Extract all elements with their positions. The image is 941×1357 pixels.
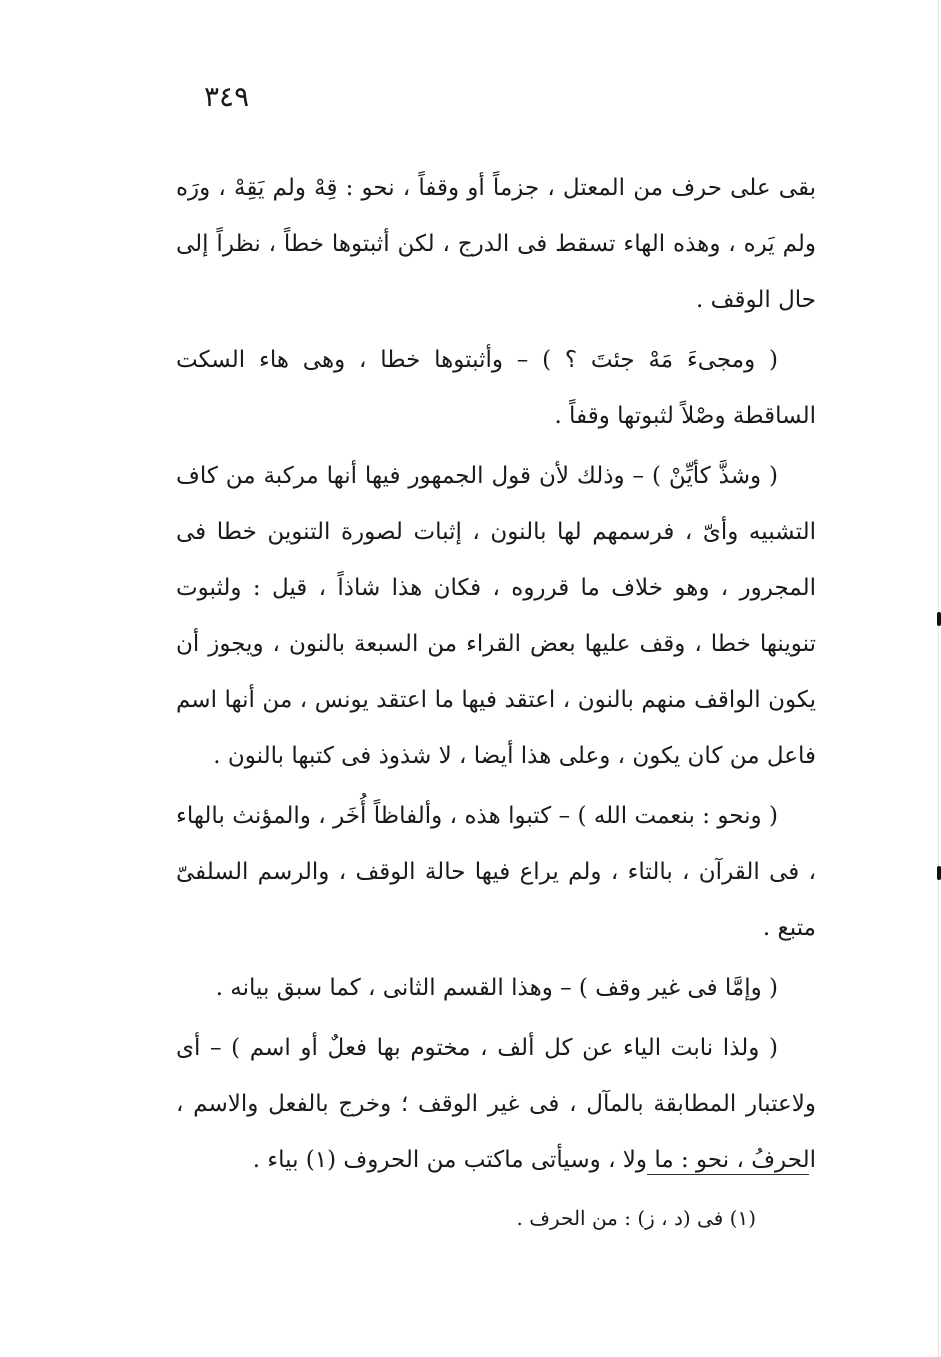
paragraph: ( وإمَّا فى غير وقف ) – وهذا القسم الثانى ، كما سبق بيانه . [215, 975, 778, 1001]
paragraph: ( وشذَّ كأيِّنْ ) – وذلك لأن قول الجمهور فيها أنها مركبة من كاف التشبيه وأىّ ، فرسمهم لها بالنون ، إثبات لصورة التنوين خطا فى المجرور ، وهو خلاف ما قرروه ، فكان هذا شاذاً ، قيل : ولثبوت تنوينها خطا ، وقف عليها بعض القراء من السبعة بالنون ، ويجوز أن يكون الواقف منهم بالنون ، اعتقد فيها ما اعتقد يونس ، من أنها اسم فاعل من كان يكون ، وعلى هذا أيضا ، لا شذوذ فى كتبها بالنون . [176, 463, 816, 769]
footnote: (١) فى (د ، ز) : من الحرف . [516, 1206, 756, 1230]
paragraph: ( ولذا نابت الياء عن كل ألف ، مختوم بها فعلٌ أو اسم ) – أى ولاعتبار المطابقة بالمآل ، فى غير الوقف ؛ وخرج بالفعل والاسم ، الحرفُ ، نحو : ما ولا ، وسيأتى ماكتب من الحروف (١) بياء . [176, 1035, 816, 1173]
paragraph: بقى على حرف من المعتل ، جزماً أو وقفاً ، نحو : قِهْ ولم يَقِهْ ، ورَه ولم يَره ، وهذه الهاء تسقط فى الدرج ، لكن أثبتوها خطاً ، نظراً إلى حال الوقف . [176, 175, 816, 313]
footnote-divider [647, 1174, 809, 1175]
scan-mark [937, 866, 941, 880]
page-edge [938, 0, 939, 1357]
paragraph: ( ونحو : بنعمت الله ) – كتبوا هذه ، وألفاظاً أُخَر ، والمؤنث بالهاء ، فى القرآن ، بالتاء ، ولم يراع فيها حالة الوقف ، والرسم السلفىّ متبع . [176, 803, 816, 941]
page-number: ٣٤٩ [204, 80, 250, 113]
main-text [176, 160, 816, 1192]
scan-mark [937, 612, 941, 626]
paragraph: ( ومجىءَ مَهْ جئتَ ؟ ) – وأثبتوها خطا ، وهى هاء السكت الساقطة وصْلاً لثبوتها وقفاً . [176, 347, 816, 429]
